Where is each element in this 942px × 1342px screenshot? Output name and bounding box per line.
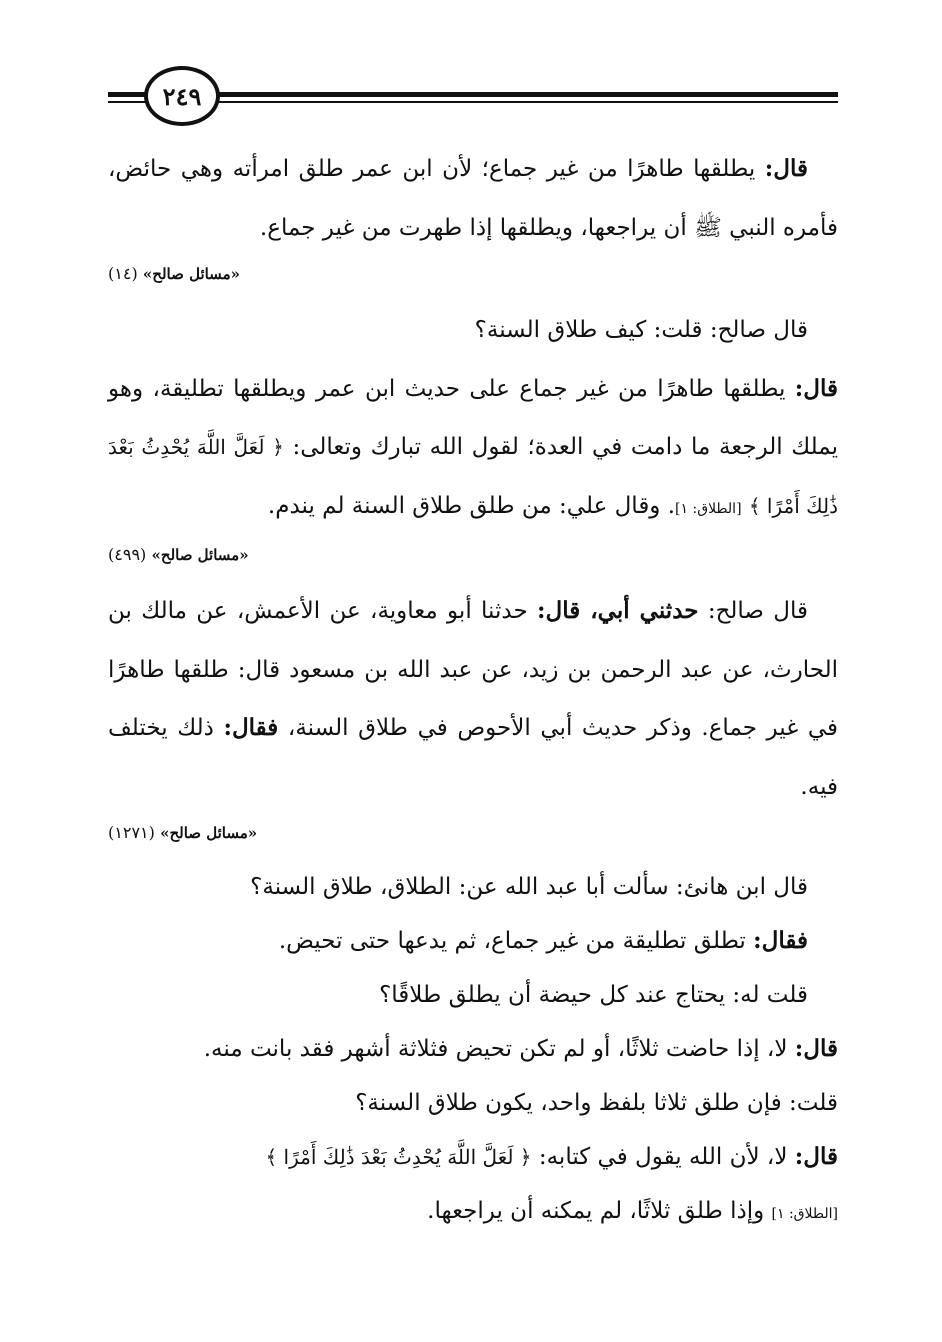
verse-reference: [الطلاق: ١] [675,500,742,517]
citation-source: «مسائل صالح» [142,265,240,283]
citation-ref: (٤٩٩) [108,545,147,564]
dialogue-line: قلت له: يحتاج عند كل حيضة أن يطلق طلاقًا؟ [379,982,808,1008]
dialogue-line [108,1130,838,1184]
dialogue-line [108,914,838,968]
dialogue-text: وإذا طلق ثلاثًا، لم يمكنه أن يراجعها. [427,1198,772,1224]
dialogue-line: قلت: فإن طلق ثلاثا بلفظ واحد، يكون طلاق السنة؟ [355,1090,838,1116]
narration-paragraph [108,582,838,816]
page-body [108,140,838,1241]
citation-source: «مسائل صالح» [160,824,258,842]
header-rule [218,92,838,97]
page-number: ٢٤٩ [144,66,220,126]
header-rule-thin [218,101,838,103]
citation-source: «مسائل صالح» [151,546,249,564]
speaker-label: قال: [794,374,838,402]
answer-text: يطلقها طاهرًا من غير جماع على حديث ابن عمر ويطلقها تطليقة، وهو يملك الرجعة ما دامت في العدة؛ لقول الله تبارك وتعالى: [108,375,838,460]
page-header [108,62,838,134]
quran-verse: ﴿ لَعَلَّ اللَّهَ يُحْدِثُ بَعْدَ ذَٰلِكَ أَمْرًا ﴾ [265,1145,532,1169]
speaker-label: قال: [764,155,808,182]
dialogue-text: تطلق تطليقة من غير جماع، ثم يدعها حتى تحيض. [278,928,754,954]
narration-text: ذلك يختلف فيه. [108,715,838,800]
citation [108,259,838,289]
quran-verse: ﴿ لَعَلَّ اللَّهَ يُحْدِثُ بَعْدَ ذَٰلِكَ أَمْرًا ﴾ [108,435,838,518]
dialogue-text: لا، إذا حاضت ثلاثًا، أو لم تكن تحيض فثلاثة أشهر فقد بانت منه. [203,1036,795,1062]
speaker-label: قال: [794,1035,838,1062]
dialogue-block [108,860,838,1241]
answer-paragraph [108,360,838,539]
citation [108,540,838,570]
dialogue-line: قال ابن هانئ: سألت أبا عبد الله عن: الطلاق، طلاق السنة؟ [250,874,808,900]
citation-ref: (١٤) [108,264,138,283]
speaker-label: فقال: [223,714,279,741]
paragraph [108,140,838,257]
answer-text-cont: . وقال علي: من طلق طلاق السنة لم يندم. [267,492,676,519]
narration-chain-bold: حدثني أبي، قال: [537,597,699,624]
speaker-label: قال: [794,1143,838,1170]
narration-text: قال صالح: [698,598,809,624]
citation [108,818,838,848]
verse-reference: [الطلاق: ١] [771,1206,838,1222]
paragraph-text: يطلقها طاهرًا من غير جماع؛ لأن ابن عمر طلق امرأته وهي حائض، فأمره النبي ﷺ أن يراجعها، ويطلقها إذا طهرت من غير جماع. [108,156,838,241]
dialogue-text: لا، لأن الله يقول في كتابه: [531,1144,795,1170]
speaker-label: فقال: [753,927,808,954]
citation-ref: (١٢٧١) [108,823,155,842]
dialogue-line [108,1022,838,1076]
question-line: قال صالح: قلت: كيف طلاق السنة؟ [474,317,808,343]
narration-text: حدثنا أبو معاوية، عن الأعمش، عن مالك بن الحارث، عن عبد الرحمن بن زيد، عن عبد الله بن مسعود قال: طلقها طاهرًا في غير جماع. وذكر حديث أبي الأحوص في طلاق السنة، [108,598,838,741]
dialogue-line [108,1184,838,1241]
